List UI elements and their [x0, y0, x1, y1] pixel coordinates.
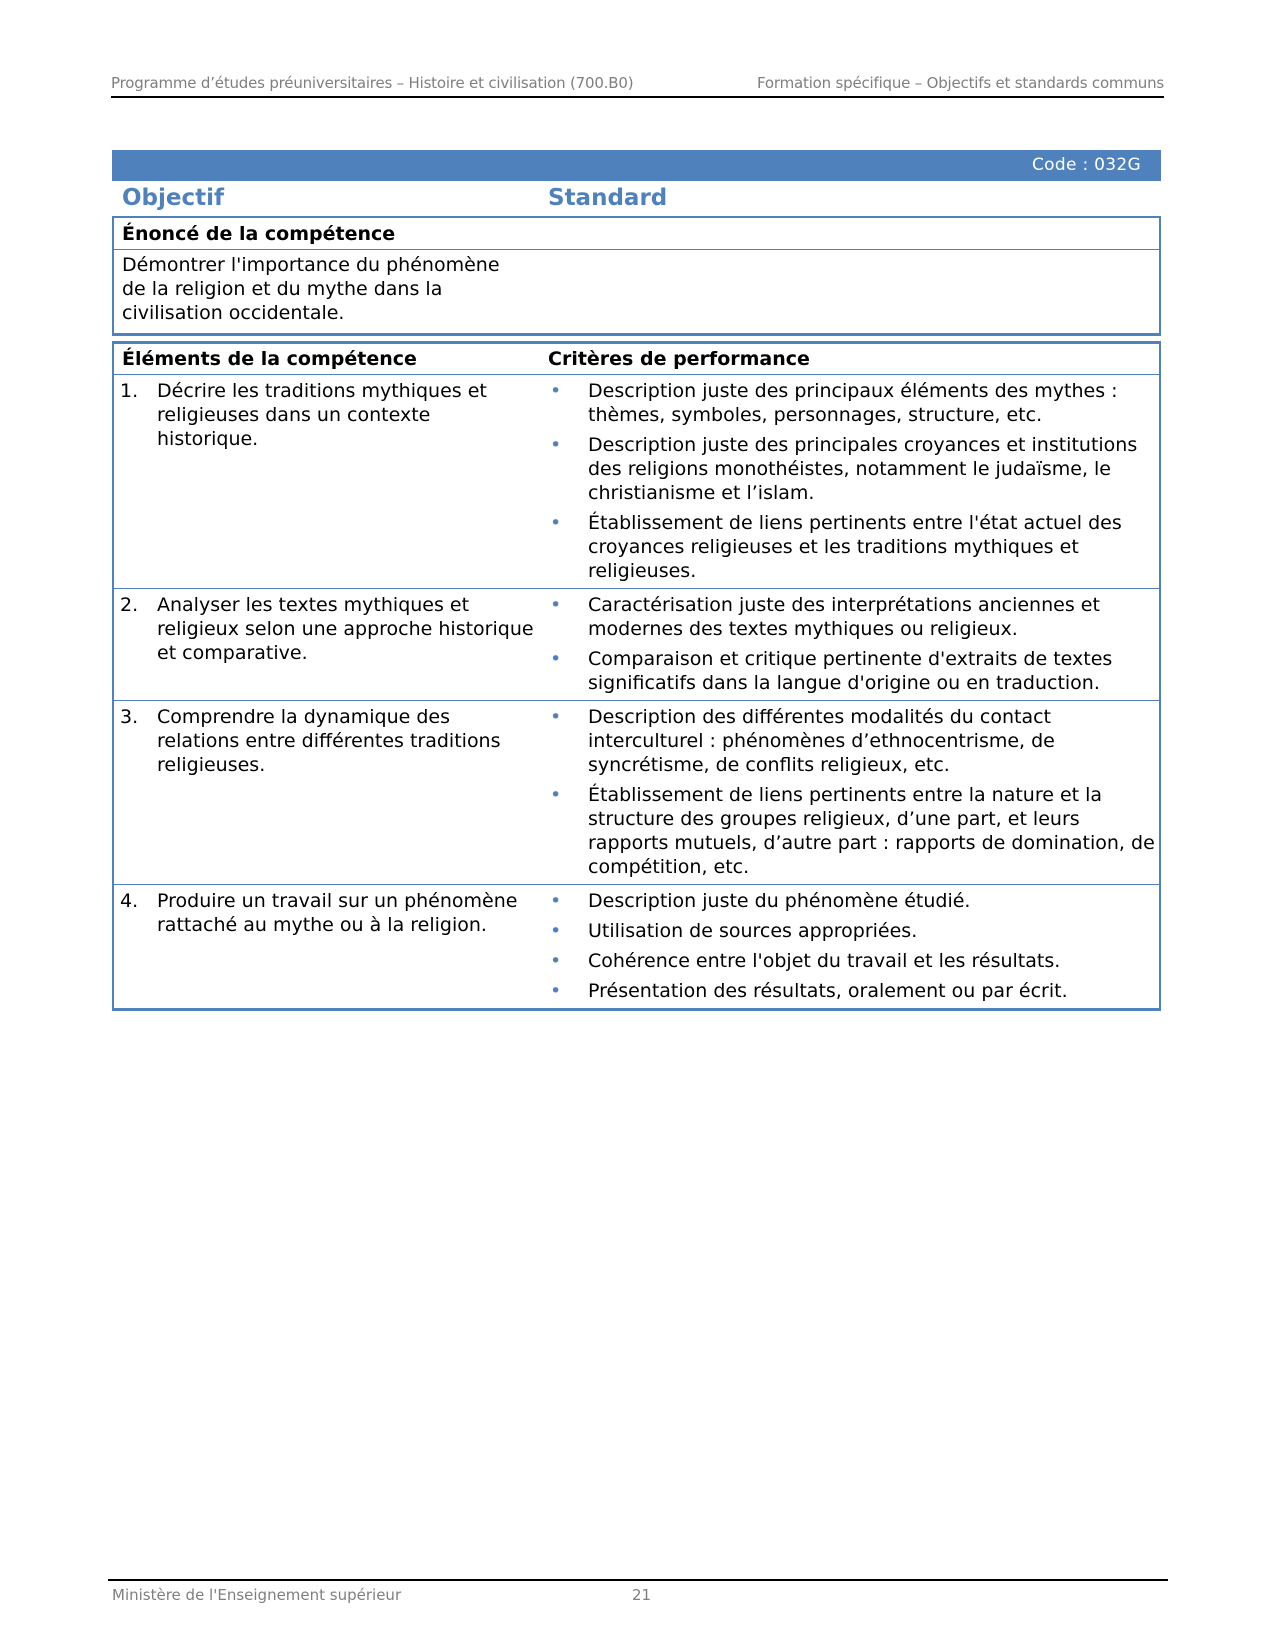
criterion-text: Description juste du phénomène étudié.: [588, 890, 971, 912]
criteria-cell: [540, 889, 1159, 1003]
page-footer: [108, 1579, 1168, 1604]
elements-heading: Éléments de la compétence: [122, 348, 417, 370]
element-text: Produire un travail sur un phénomène rattaché au mythe ou à la religion.: [157, 890, 518, 936]
bullet-icon: •: [550, 648, 562, 670]
criterion-item: [548, 593, 1159, 641]
bullet-icon: •: [550, 980, 562, 1002]
criterion-item: [548, 979, 1159, 1003]
element-text: Analyser les textes mythiques et religieux selon une approche historique et comparative.: [157, 594, 534, 664]
criterion-item: [548, 647, 1159, 695]
criteria-cell: [540, 593, 1159, 695]
objectif-heading: Objectif: [122, 185, 225, 211]
bullet-icon: •: [550, 380, 562, 402]
criteria-heading: Critères de performance: [548, 348, 810, 370]
criterion-text: Comparaison et critique pertinente d'extraits de textes significatifs dans la langue d'origine ou en traduction.: [588, 648, 1113, 694]
criterion-text: Description juste des principales croyances et institutions des religions monothéistes, notamment le judaïsme, le christianisme et l’islam.: [588, 434, 1138, 504]
element-text: Décrire les traditions mythiques et religieuses dans un contexte historique.: [157, 380, 487, 450]
criterion-item: [548, 783, 1159, 879]
page-header: [111, 72, 1164, 98]
bullet-icon: •: [550, 706, 562, 728]
bullet-icon: •: [550, 890, 562, 912]
criterion-text: Établissement de liens pertinents entre l'état actuel des croyances religieuses et les traditions mythiques et religieuses.: [588, 512, 1122, 582]
criterion-text: Description juste des principaux éléments des mythes : thèmes, symboles, personnages, structure, etc.: [588, 380, 1118, 426]
code-bar: [112, 150, 1161, 181]
competency-code: Code : 032G: [1032, 155, 1141, 175]
criteria-cell: [540, 705, 1159, 879]
table-row: [114, 885, 1159, 1008]
column-headings: [112, 183, 1161, 215]
criterion-item: [548, 511, 1159, 583]
criterion-item: [548, 379, 1159, 427]
element-number: 4.: [120, 890, 139, 912]
criterion-text: Utilisation de sources appropriées.: [588, 920, 918, 942]
criterion-item: [548, 919, 1159, 943]
header-program-title: Programme d’études préuniversitaires – Histoire et civilisation (700.B0): [111, 74, 634, 92]
element-number: 1.: [120, 380, 139, 402]
criterion-item: [548, 889, 1159, 913]
criterion-text: Description des différentes modalités du contact interculturel : phénomènes d’ethnocentrisme, de syncrétisme, de conflits religieux, etc.: [588, 706, 1055, 776]
criterion-text: Cohérence entre l'objet du travail et les résultats.: [588, 950, 1061, 972]
elements-table-header: [114, 344, 1159, 375]
standard-heading: Standard: [548, 185, 668, 211]
elements-table: [112, 341, 1161, 1011]
table-row: [114, 375, 1159, 589]
element-cell: [114, 705, 540, 879]
table-row: [114, 589, 1159, 701]
criterion-item: [548, 705, 1159, 777]
bullet-icon: •: [550, 594, 562, 616]
enonce-text: Démontrer l'importance du phénomène de la religion et du mythe dans la civilisation occidentale.: [122, 254, 500, 324]
criterion-text: Établissement de liens pertinents entre la nature et la structure des groupes religieux, d’une part, et leurs rapports mutuels, d’autre part : rapports de domination, de compétition, etc.: [588, 784, 1155, 878]
bullet-icon: •: [550, 920, 562, 942]
bullet-icon: •: [550, 512, 562, 534]
bullet-icon: •: [550, 950, 562, 972]
criterion-text: Caractérisation juste des interprétations anciennes et modernes des textes mythiques ou religieux.: [588, 594, 1100, 640]
element-cell: [114, 889, 540, 1003]
enonce-title: Énoncé de la compétence: [122, 223, 396, 245]
enonce-box: [112, 216, 1161, 336]
element-cell: [114, 379, 540, 583]
bullet-icon: •: [550, 434, 562, 456]
table-row: [114, 701, 1159, 885]
bullet-icon: •: [550, 784, 562, 806]
element-number: 2.: [120, 594, 139, 616]
footer-ministry: Ministère de l'Enseignement supérieur: [112, 1586, 402, 1604]
header-section-title: Formation spécifique – Objectifs et standards communs: [757, 74, 1164, 92]
element-text: Comprendre la dynamique des relations entre différentes traditions religieuses.: [157, 706, 501, 776]
divider: [114, 249, 1159, 250]
element-cell: [114, 593, 540, 695]
criterion-text: Présentation des résultats, oralement ou par écrit.: [588, 980, 1068, 1002]
criterion-item: [548, 433, 1159, 505]
criteria-cell: [540, 379, 1159, 583]
page-number: 21: [632, 1586, 652, 1604]
element-number: 3.: [120, 706, 139, 728]
criterion-item: [548, 949, 1159, 973]
